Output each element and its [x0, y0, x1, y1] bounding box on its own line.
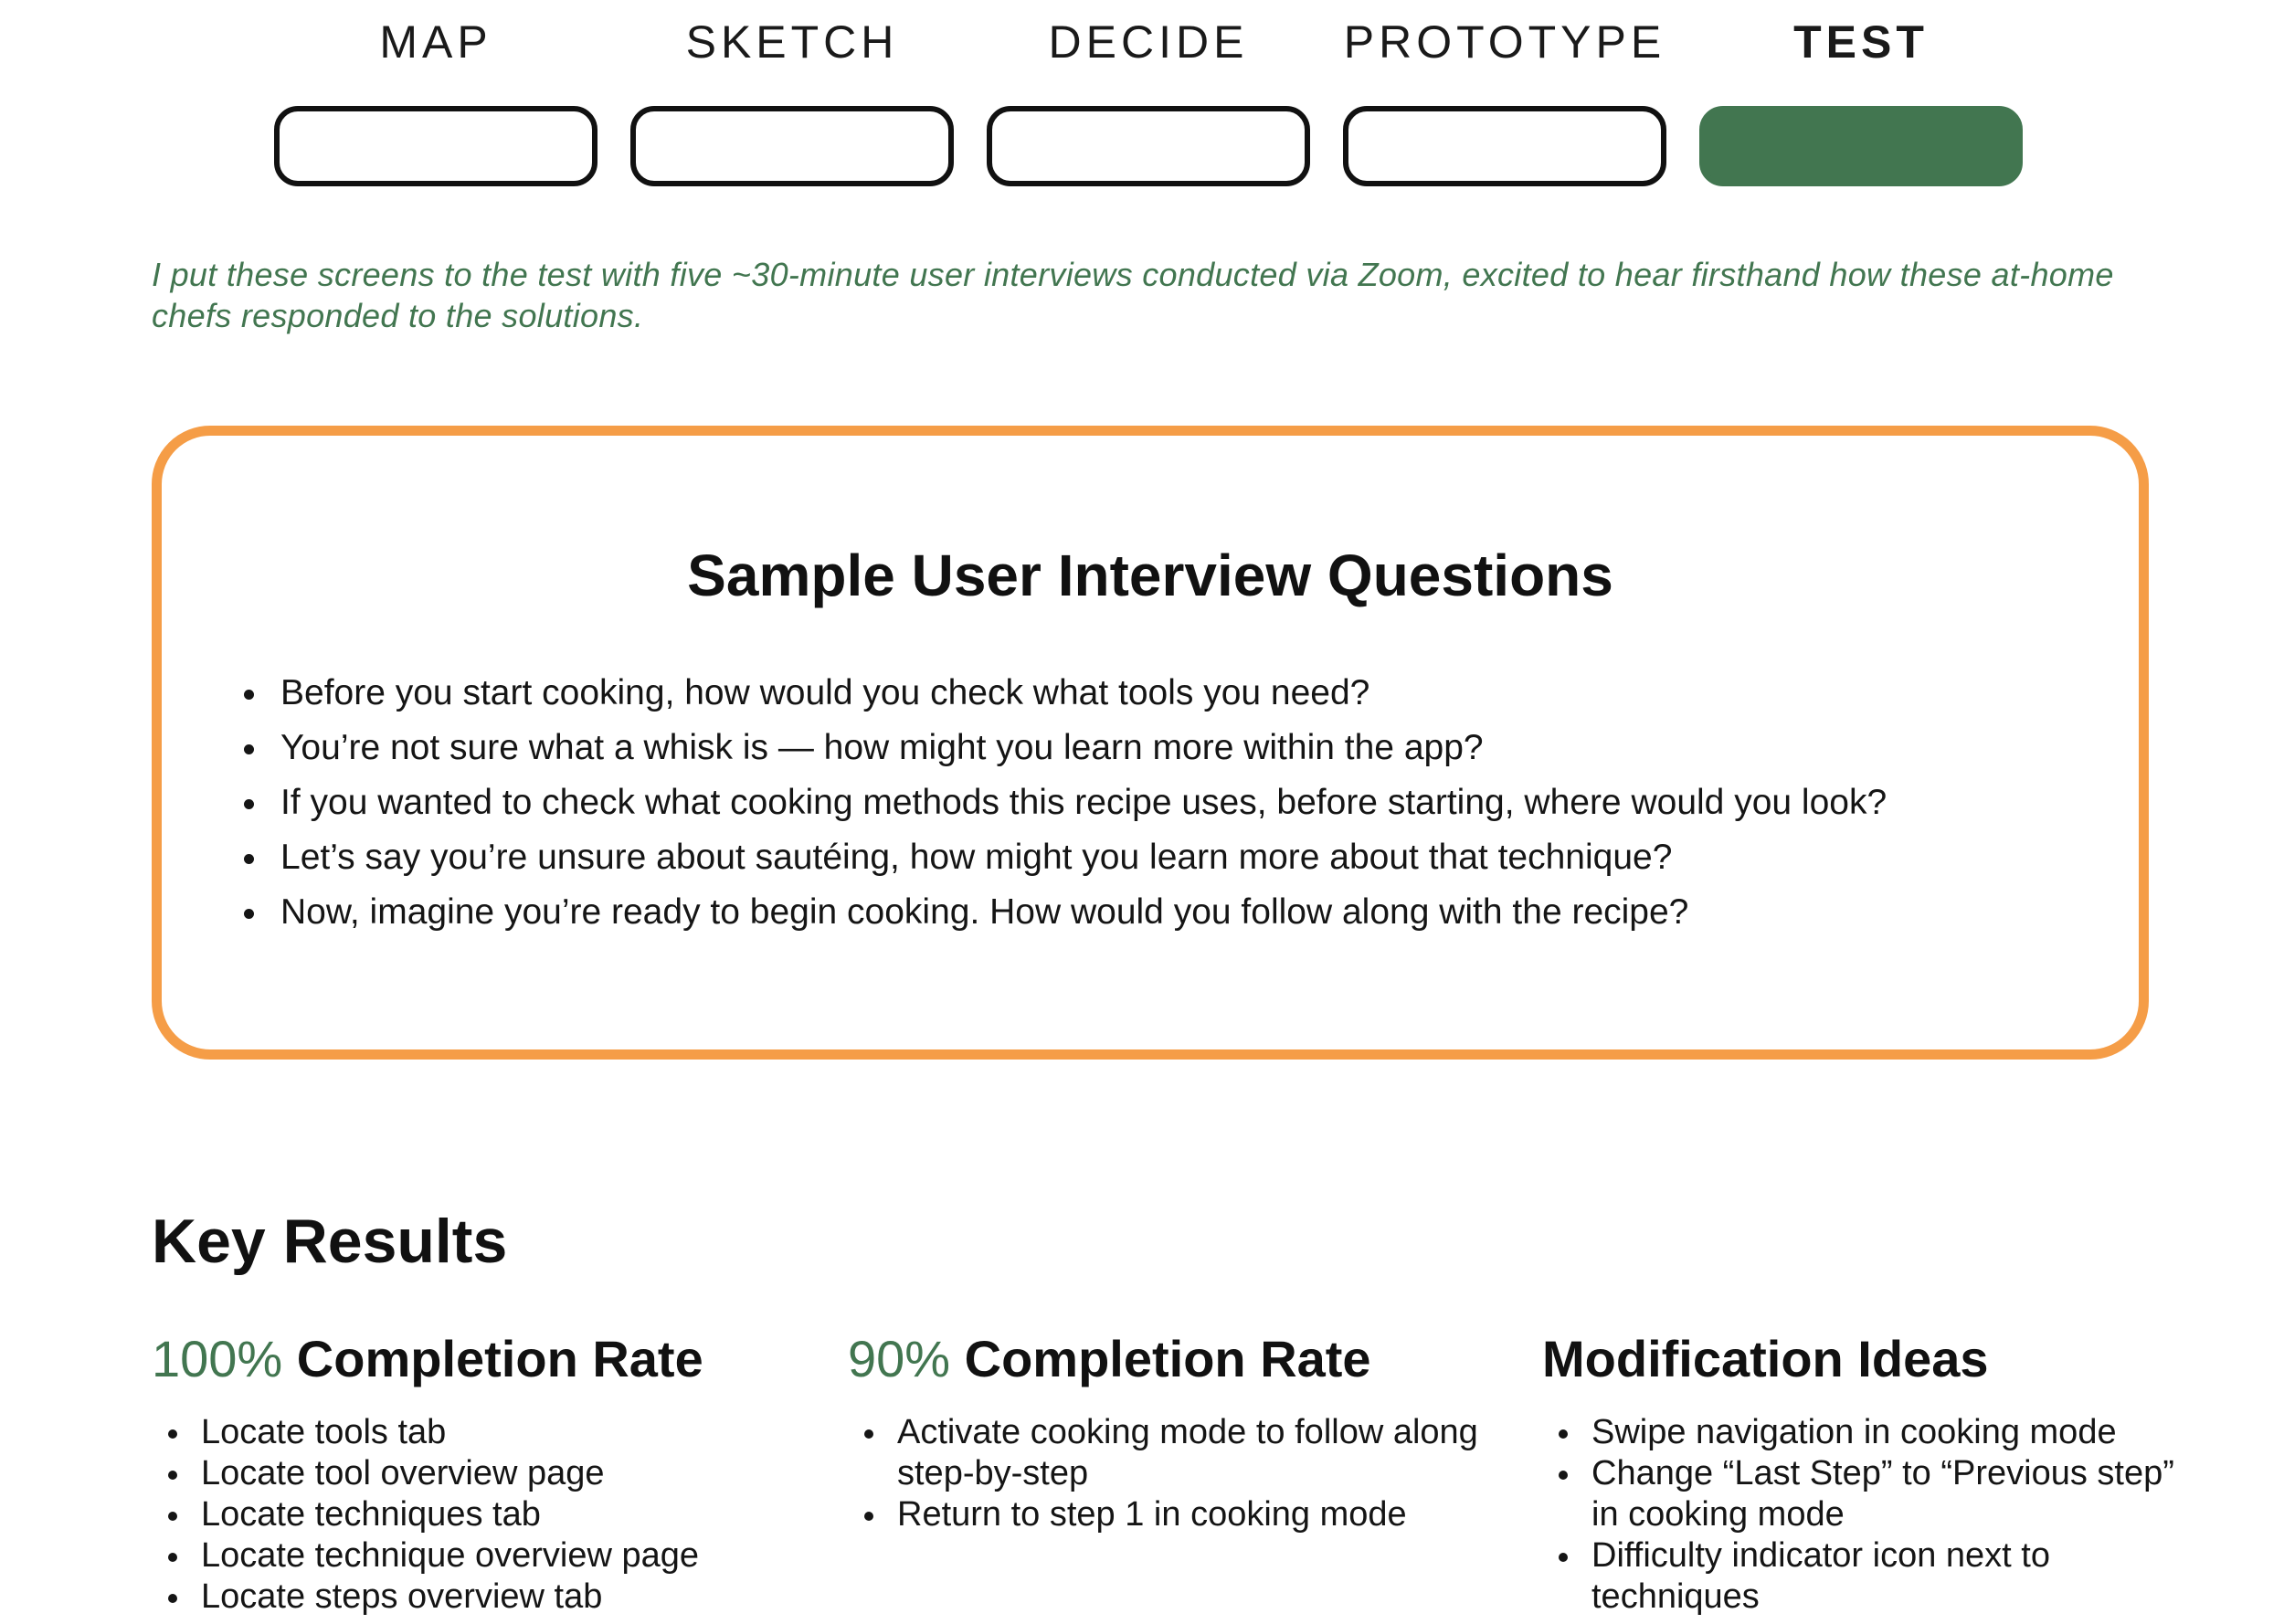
completion-percent: 100%	[152, 1330, 283, 1387]
result-list	[152, 1412, 828, 1618]
stage-sketch[interactable]	[630, 0, 954, 84]
stage-pill[interactable]	[274, 106, 597, 186]
question-item: Let’s say you’re unsure about sautéing, how might you learn more about that technique?	[244, 830, 2108, 885]
result-item: Locate tool overview page	[168, 1453, 828, 1494]
result-title-text: Modification Ideas	[1542, 1330, 1989, 1387]
result-item: Locate tools tab	[168, 1412, 828, 1453]
result-title-text: Completion Rate	[964, 1330, 1371, 1387]
stage-pill-active[interactable]	[1699, 106, 2023, 186]
questions-title: Sample User Interview Questions	[687, 543, 1613, 608]
result-item: Return to step 1 in cooking mode	[864, 1494, 1506, 1535]
stage-label: SKETCH	[685, 16, 899, 68]
result-item: Locate techniques tab	[168, 1494, 828, 1535]
stage-label: PROTOTYPE	[1343, 16, 1666, 68]
result-title	[848, 1324, 1506, 1394]
completion-percent: 90%	[848, 1330, 951, 1387]
result-item: Locate technique overview page	[168, 1535, 828, 1577]
stage-label-active: TEST	[1793, 16, 1929, 68]
result-title	[152, 1324, 828, 1394]
intro-text: I put these screens to the test with five ~30-minute user interviews conducted via Zoom, excited to hear firsthand how these at-home chefs responded to the solutions.	[152, 256, 2114, 334]
result-list	[848, 1412, 1506, 1535]
question-item: Now, imagine you’re ready to begin cooking. How would you follow along with the recipe?	[244, 885, 2108, 940]
key-results-heading: Key Results	[152, 1207, 508, 1276]
stage-test[interactable]	[1699, 0, 2023, 84]
result-column-3	[1542, 1324, 2200, 1618]
question-item: If you wanted to check what cooking methods this recipe uses, before starting, where would you look?	[244, 775, 2108, 830]
stage-decide[interactable]	[987, 0, 1310, 84]
stage-prototype[interactable]	[1343, 0, 1666, 84]
result-item: Locate steps overview tab	[168, 1577, 828, 1618]
result-item: Change “Last Step” to “Previous step” in cooking mode	[1559, 1453, 2200, 1535]
result-column-1	[152, 1324, 828, 1618]
result-title	[1542, 1324, 2200, 1394]
stage-map[interactable]	[274, 0, 597, 84]
stage-pill[interactable]	[1343, 106, 1666, 186]
stage-pill[interactable]	[630, 106, 954, 186]
stage-label: DECIDE	[1048, 16, 1249, 68]
result-item: Swipe navigation in cooking mode	[1559, 1412, 2200, 1453]
stage-pill[interactable]	[987, 106, 1310, 186]
stage-label: MAP	[379, 16, 492, 68]
result-column-2	[848, 1324, 1506, 1535]
question-item: Before you start cooking, how would you check what tools you need?	[244, 666, 2108, 721]
interview-questions-card	[152, 426, 2149, 1060]
stage-tracker	[274, 0, 2023, 192]
questions-list	[244, 666, 2108, 940]
result-list	[1542, 1412, 2200, 1618]
question-item: You’re not sure what a whisk is — how might you learn more within the app?	[244, 721, 2108, 775]
result-item: Activate cooking mode to follow along step-by-step	[864, 1412, 1506, 1494]
result-title-text: Completion Rate	[296, 1330, 703, 1387]
result-item: Difficulty indicator icon next to techniques	[1559, 1535, 2200, 1618]
